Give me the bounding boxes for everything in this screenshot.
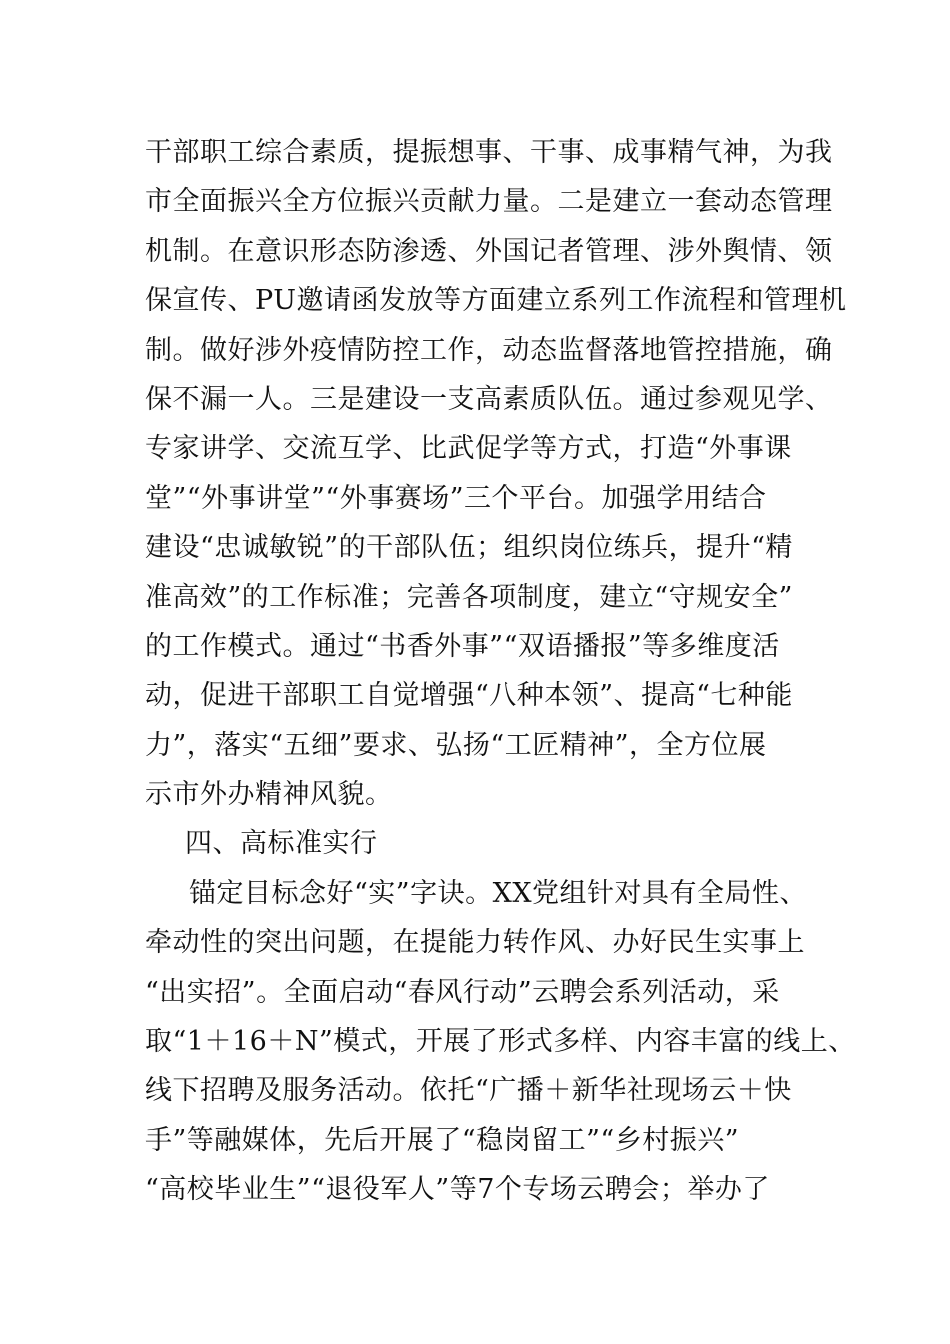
paragraph-line: 手”等融媒体，先后开展了“稳岗留工”“乡村振兴”: [145, 1124, 740, 1156]
paragraph-line: 牵动性的突出问题，在提能力转作风、办好民生实事上: [145, 927, 805, 959]
paragraph-line: 力”，落实“五细”要求、弘扬“工匠精神”，全方位展: [145, 729, 767, 761]
paragraph-line: 取“1＋16＋N”模式，开展了形式多样、内容丰富的线上、: [145, 1026, 856, 1058]
paragraph-line: 保宣传、PU邀请函发放等方面建立系列工作流程和管理机: [145, 285, 847, 317]
paragraph-line: “高校毕业生”“退役军人”等7个专场云聘会；举办了: [145, 1174, 770, 1206]
paragraph-line: 机制。在意识形态防渗透、外国记者管理、涉外舆情、领: [145, 235, 833, 267]
paragraph-line: 线下招聘及服务活动。依托“广播＋新华社现场云＋快: [145, 1075, 792, 1107]
document-body: [145, 128, 856, 1215]
paragraph-line: 专家讲学、交流互学、比武促学等方式，打造“外事课: [145, 433, 792, 465]
paragraph-line: 建设“忠诚敏锐”的干部队伍；组织岗位练兵，提升“精: [145, 532, 793, 564]
paragraph-line: 的工作模式。通过“书香外事”“双语播报”等多维度活: [145, 630, 780, 662]
paragraph-line: 准高效”的工作标准；完善各项制度，建立“守规安全”: [145, 581, 793, 613]
paragraph-line: 堂”“外事讲堂”“外事赛场”三个平台。加强学用结合: [145, 482, 767, 514]
paragraph-line: 制。做好涉外疫情防控工作，动态监督落地管控措施，确: [145, 334, 833, 366]
paragraph-line: 动，促进干部职工自觉增强“八种本领”、提高“七种能: [145, 680, 793, 712]
section-heading: 四、高标准实行: [185, 828, 378, 860]
paragraph-line: 市全面振兴全方位振兴贡献力量。二是建立一套动态管理: [145, 186, 833, 218]
paragraph-line: 锚定目标念好“实”字诀。XX党组针对具有全局性、: [189, 877, 808, 909]
paragraph-line: “出实招”。全面启动“春风行动”云聘会系列活动，采: [145, 976, 780, 1008]
paragraph-line: 示市外办精神风貌。: [145, 779, 393, 811]
paragraph-line: 保不漏一人。三是建设一支高素质队伍。通过参观见学、: [145, 383, 833, 415]
paragraph-line: 干部职工综合素质，提振想事、干事、成事精气神，为我: [145, 137, 833, 168]
